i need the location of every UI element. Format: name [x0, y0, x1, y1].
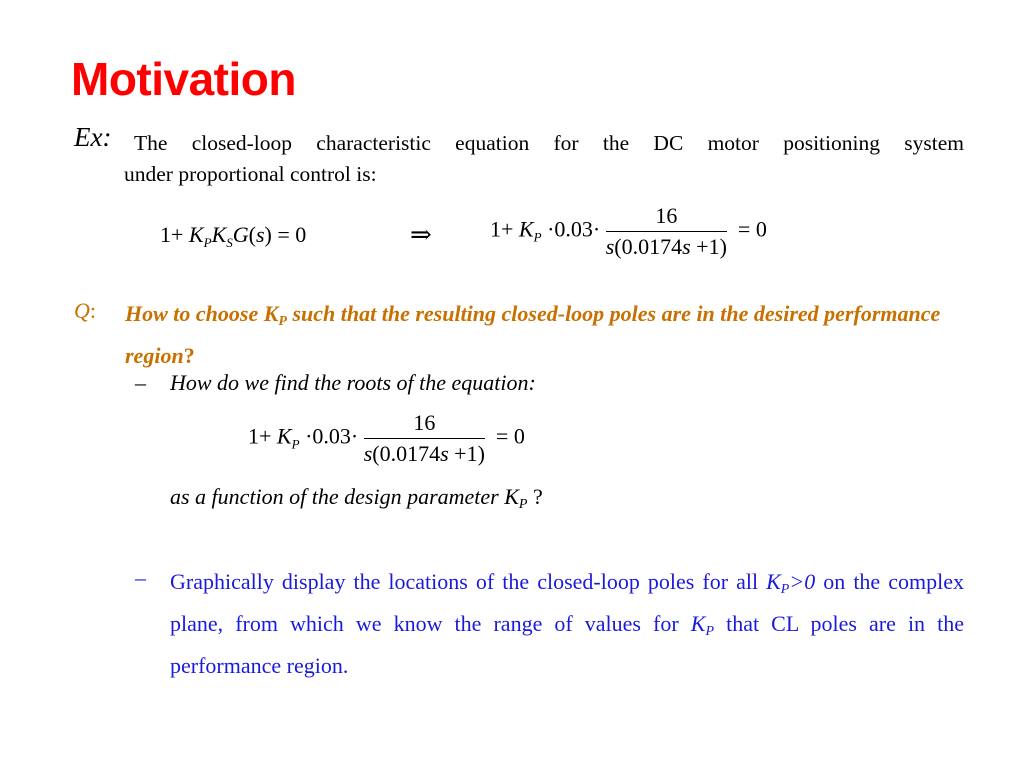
bullet1-followup: as a function of the design parameter $K_P$ ? — [170, 484, 543, 512]
bullet2-dash: – — [135, 565, 146, 590]
bullet2-text: Graphically display the locations of the closed-loop poles for all $K_P>0$ on the complex plane, from which we know the range of values for $K_P$ that CL poles are in the performance region. — [170, 569, 964, 678]
implies-symbol: ⇒ — [410, 220, 432, 249]
roots-equation-numerator: 16 — [364, 410, 485, 439]
equation1-denominator: s(0.0174s +1) — [605, 234, 727, 259]
roots-equation: $1+ K_P \cdot 0.03\cdot$ $\frac{16}{s(0.0174s +1)}$ = 0 — [248, 410, 525, 466]
question-text: How to choose $K_P$ such that the resulting closed-loop poles are in the desired performance region? — [125, 301, 941, 368]
example-text-line2: under proportional control is: — [124, 162, 377, 186]
example-text-line1: The closed-loop characteristic equation for the DC motor positioning system — [134, 131, 964, 155]
slide-title: Motivation — [71, 53, 296, 105]
equation1-numerator: 16 — [606, 203, 727, 232]
bullet1-text: How do we find the roots of the equation: — [170, 370, 536, 395]
characteristic-equation-right: $1+ K_P \cdot 0.03\cdot$ $\frac{16}{s(0.0174s +1)}$ = 0 — [490, 203, 767, 259]
question-label: Q: — [74, 298, 97, 323]
roots-equation-denominator: s(0.0174s +1) — [363, 441, 485, 466]
roots-equation-fraction — [364, 410, 485, 467]
example-label: Ex: — [74, 122, 112, 152]
characteristic-equation-left: $1+ K_PK_SG(s) = 0$ — [160, 222, 307, 250]
bullet1-dash: – — [135, 370, 146, 395]
equation1-fraction — [606, 203, 727, 260]
